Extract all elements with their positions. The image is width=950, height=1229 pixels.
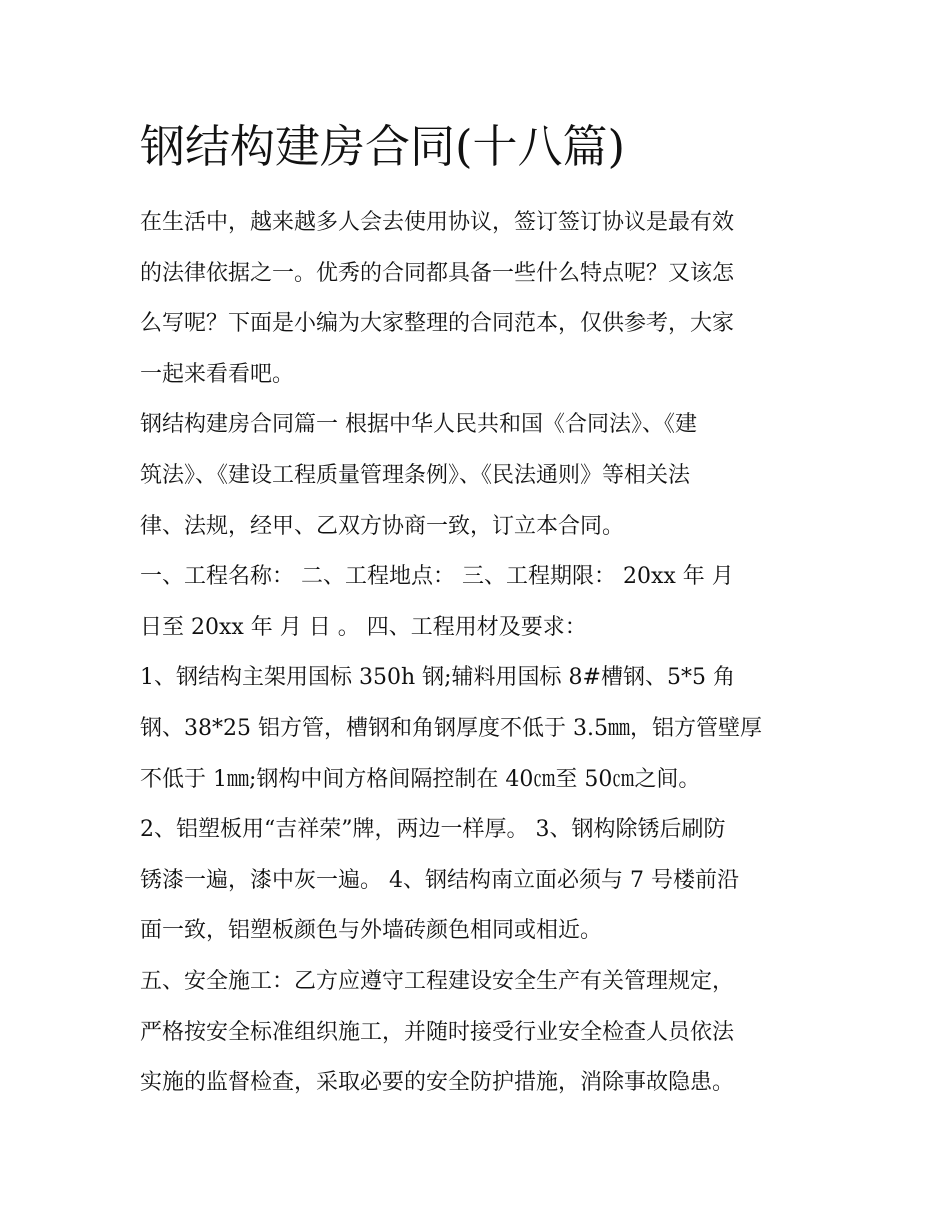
text-line: 日至 20xx 年 月 日 。 四、工程用材及要求：	[140, 614, 587, 640]
text-line: 的法律依据之一。优秀的合同都具备一些什么特点呢？又该怎	[140, 260, 735, 286]
document-title: 钢结构建房合同(十八篇)	[140, 120, 626, 173]
paragraph-safety	[140, 957, 815, 1109]
text-line: 面一致，铝塑板颜色与外墙砖颜色相同或相近。	[140, 918, 603, 944]
text-line: 钢结构建房合同篇一 根据中华人民共和国《合同法》、《建	[140, 412, 697, 438]
paragraph-steel-requirements	[140, 653, 815, 805]
document-body	[140, 198, 815, 1109]
text-line: 2、铝塑板用“吉祥荣”牌，两边一样厚。 3、钢构除锈后刷防	[140, 817, 726, 843]
text-line: 么写呢？下面是小编为大家整理的合同范本，仅供参考，大家	[140, 311, 735, 337]
text-line: 筑法》、《建设工程质量管理条例》、《民法通则》等相关法	[140, 462, 691, 488]
text-line: 实施的监督检查，采取必要的安全防护措施，消除事故隐患。	[140, 1070, 735, 1096]
text-line: 严格按安全标准组织施工，并随时接受行业安全检查人员依法	[140, 1019, 735, 1045]
text-line: 五、安全施工：乙方应遵守工程建设安全生产有关管理规定，	[140, 968, 735, 994]
paragraph-project-info	[140, 552, 815, 653]
text-line: 1、钢结构主架用国标 350h 钢;辅料用国标 8#槽钢、5*5 角	[140, 665, 735, 691]
text-line: 锈漆一遍，漆中灰一遍。 4、钢结构南立面必须与 7 号楼前沿	[140, 867, 739, 893]
paragraph-panel-requirements	[140, 805, 815, 957]
text-line: 律、法规，经甲、乙双方协商一致，订立本合同。	[140, 513, 625, 539]
text-line: 一、工程名称： 二、工程地点： 三、工程期限： 20xx 年 月	[140, 564, 734, 590]
text-line: 钢、38*25 铝方管，槽钢和角钢厚度不低于 3.5㎜，铝方管壁厚	[140, 715, 762, 741]
paragraph-intro	[140, 198, 815, 400]
text-line: 在生活中，越来越多人会去使用协议，签订签订协议是最有效	[140, 210, 735, 235]
paragraph-contract-basis	[140, 400, 815, 552]
text-line: 不低于 1㎜;钢构中间方格间隔控制在 40㎝至 50㎝之间。	[140, 766, 701, 792]
text-line: 一起来看看吧。	[140, 361, 295, 387]
